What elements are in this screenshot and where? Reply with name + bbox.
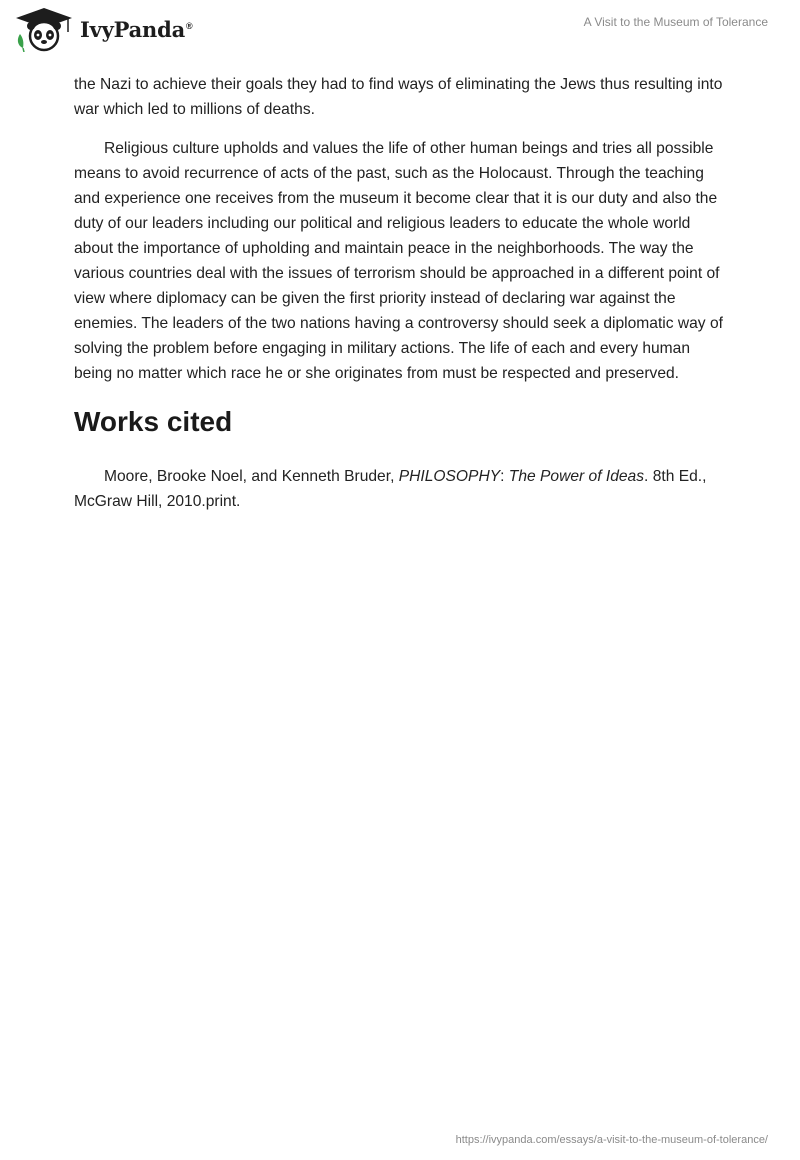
paragraph-religious-culture: Religious culture upholds and values the life of other human beings and tries all possible means to avoid recurrence of acts of the past, such as the Holocaust. Through the teaching and experience one receives from the museum it become clear that it is our duty and also the duty of our leaders including our political and religious leaders to educate the whole world about the importance of upholding and maintain peace in the neighborhoods. The way the various countries deal with the issues of terrorism should be approached in a different point of view where diplomacy can be given the first priority instead of declaring war against the enemies. The leaders of the two nations having a controversy should seek a diplomatic way of solving the problem before engaging in military actions. The life of each and every human being no matter which race he or she originates from must be respected and preserved. <box>74 140 723 382</box>
citation-authors: Moore, Brooke Noel, and Kenneth Bruder, <box>104 468 399 485</box>
citation-title-part1: PHILOSOPHY <box>398 468 501 485</box>
page-header <box>0 0 800 62</box>
panda-graduate-icon <box>14 6 74 52</box>
citation-title-part2: The Power of Ideas <box>508 468 645 485</box>
citation-colon: : <box>500 468 509 485</box>
brand-logo[interactable] <box>14 6 192 52</box>
essay-body <box>74 72 724 528</box>
works-cited-heading: Works cited <box>74 406 233 437</box>
citation-entry <box>74 464 724 514</box>
brand-name: IvyPanda® <box>80 16 193 42</box>
paragraph-continuation: the Nazi to achieve their goals they had to find ways of eliminating the Jews thus resulting into war which led to millions of deaths. <box>74 76 723 118</box>
source-url[interactable]: https://ivypanda.com/essays/a-visit-to-the-museum-of-tolerance/ <box>455 1134 768 1146</box>
document-title: A Visit to the Museum of Tolerance <box>583 15 768 29</box>
citation-rest: . 8th Ed., McGraw Hill, 2010.print. <box>74 468 707 510</box>
